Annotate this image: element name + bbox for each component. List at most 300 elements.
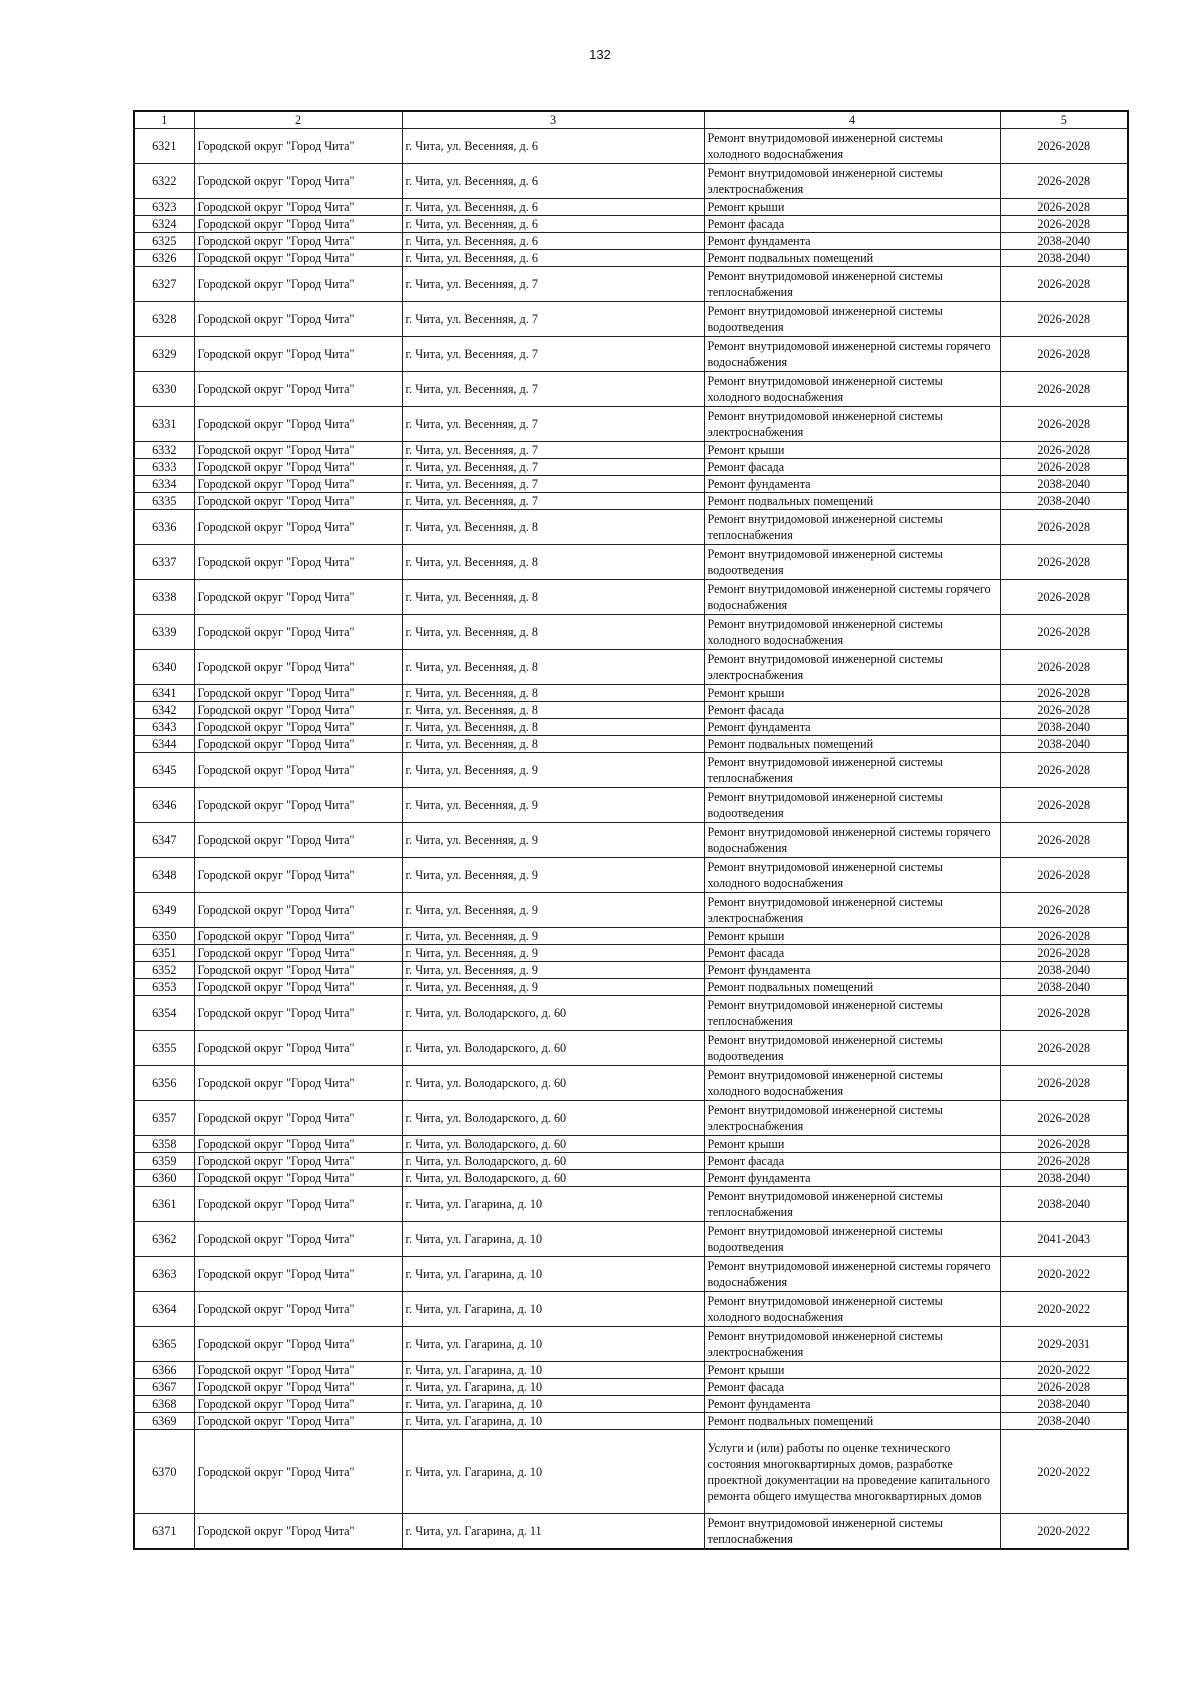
cell-period: 2038-2040 xyxy=(1000,233,1128,250)
table-row xyxy=(134,1327,1128,1362)
cell-work-type: Ремонт крыши xyxy=(704,1362,1000,1379)
cell-municipality: Городской округ "Город Чита" xyxy=(194,928,402,945)
cell-work-type: Ремонт подвальных помещений xyxy=(704,1413,1000,1430)
cell-address: г. Чита, ул. Весенняя, д. 9 xyxy=(402,979,704,996)
table-row xyxy=(134,962,1128,979)
cell-municipality: Городской округ "Город Чита" xyxy=(194,1292,402,1327)
table-row xyxy=(134,476,1128,493)
cell-row-number: 6370 xyxy=(134,1430,194,1514)
cell-row-number: 6360 xyxy=(134,1170,194,1187)
cell-period: 2020-2022 xyxy=(1000,1362,1128,1379)
cell-row-number: 6365 xyxy=(134,1327,194,1362)
cell-address: г. Чита, ул. Весенняя, д. 7 xyxy=(402,267,704,302)
cell-period: 2026-2028 xyxy=(1000,823,1128,858)
cell-address: г. Чита, ул. Весенняя, д. 6 xyxy=(402,216,704,233)
cell-municipality: Городской округ "Город Чита" xyxy=(194,1396,402,1413)
table-row xyxy=(134,615,1128,650)
cell-work-type: Ремонт внутридомовой инженерной системы водоотведения xyxy=(704,1222,1000,1257)
cell-work-type: Ремонт фасада xyxy=(704,1379,1000,1396)
cell-municipality: Городской округ "Город Чита" xyxy=(194,893,402,928)
cell-period: 2026-2028 xyxy=(1000,337,1128,372)
cell-period: 2026-2028 xyxy=(1000,267,1128,302)
cell-municipality: Городской округ "Город Чита" xyxy=(194,250,402,267)
cell-work-type: Ремонт крыши xyxy=(704,685,1000,702)
cell-period: 2026-2028 xyxy=(1000,893,1128,928)
cell-municipality: Городской округ "Город Чита" xyxy=(194,996,402,1031)
cell-period: 2026-2028 xyxy=(1000,216,1128,233)
table-row xyxy=(134,1379,1128,1396)
cell-work-type: Ремонт внутридомовой инженерной системы горячего водоснабжения xyxy=(704,1257,1000,1292)
cell-period: 2026-2028 xyxy=(1000,1379,1128,1396)
cell-address: г. Чита, ул. Весенняя, д. 6 xyxy=(402,129,704,164)
table-row xyxy=(134,407,1128,442)
cell-period: 2020-2022 xyxy=(1000,1430,1128,1514)
cell-municipality: Городской округ "Город Чита" xyxy=(194,164,402,199)
cell-municipality: Городской округ "Город Чита" xyxy=(194,545,402,580)
cell-municipality: Городской округ "Город Чита" xyxy=(194,337,402,372)
cell-address: г. Чита, ул. Весенняя, д. 7 xyxy=(402,459,704,476)
cell-address: г. Чита, ул. Гагарина, д. 10 xyxy=(402,1362,704,1379)
cell-work-type: Ремонт внутридомовой инженерной системы электроснабжения xyxy=(704,1101,1000,1136)
cell-row-number: 6329 xyxy=(134,337,194,372)
cell-row-number: 6363 xyxy=(134,1257,194,1292)
cell-municipality: Городской округ "Город Чита" xyxy=(194,1031,402,1066)
cell-address: г. Чита, ул. Гагарина, д. 10 xyxy=(402,1379,704,1396)
cell-address: г. Чита, ул. Весенняя, д. 8 xyxy=(402,702,704,719)
table-row xyxy=(134,1031,1128,1066)
header-col-3: 3 xyxy=(402,111,704,129)
cell-address: г. Чита, ул. Весенняя, д. 9 xyxy=(402,962,704,979)
cell-work-type: Ремонт внутридомовой инженерной системы электроснабжения xyxy=(704,893,1000,928)
cell-row-number: 6336 xyxy=(134,510,194,545)
cell-work-type: Ремонт подвальных помещений xyxy=(704,736,1000,753)
cell-work-type: Ремонт внутридомовой инженерной системы электроснабжения xyxy=(704,650,1000,685)
cell-address: г. Чита, ул. Володарского, д. 60 xyxy=(402,1031,704,1066)
table-row xyxy=(134,250,1128,267)
cell-period: 2026-2028 xyxy=(1000,788,1128,823)
cell-address: г. Чита, ул. Весенняя, д. 6 xyxy=(402,199,704,216)
table-row xyxy=(134,267,1128,302)
table-row xyxy=(134,753,1128,788)
cell-work-type: Ремонт крыши xyxy=(704,1136,1000,1153)
cell-municipality: Городской округ "Город Чита" xyxy=(194,650,402,685)
cell-row-number: 6366 xyxy=(134,1362,194,1379)
cell-work-type: Ремонт фундамента xyxy=(704,1396,1000,1413)
cell-work-type: Ремонт внутридомовой инженерной системы водоотведения xyxy=(704,545,1000,580)
cell-municipality: Городской округ "Город Чита" xyxy=(194,510,402,545)
cell-row-number: 6323 xyxy=(134,199,194,216)
page-number: 132 xyxy=(589,47,611,62)
cell-municipality: Городской округ "Город Чита" xyxy=(194,1430,402,1514)
cell-address: г. Чита, ул. Володарского, д. 60 xyxy=(402,1066,704,1101)
table-row xyxy=(134,1292,1128,1327)
cell-period: 2026-2028 xyxy=(1000,945,1128,962)
cell-period: 2026-2028 xyxy=(1000,928,1128,945)
cell-work-type: Ремонт подвальных помещений xyxy=(704,979,1000,996)
table-row xyxy=(134,719,1128,736)
cell-work-type: Ремонт внутридомовой инженерной системы водоотведения xyxy=(704,302,1000,337)
cell-municipality: Городской округ "Город Чита" xyxy=(194,1101,402,1136)
table-row xyxy=(134,1066,1128,1101)
cell-address: г. Чита, ул. Весенняя, д. 8 xyxy=(402,650,704,685)
cell-address: г. Чита, ул. Весенняя, д. 9 xyxy=(402,753,704,788)
cell-address: г. Чита, ул. Гагарина, д. 10 xyxy=(402,1222,704,1257)
cell-municipality: Городской округ "Город Чита" xyxy=(194,1153,402,1170)
cell-address: г. Чита, ул. Володарского, д. 60 xyxy=(402,1136,704,1153)
cell-period: 2038-2040 xyxy=(1000,962,1128,979)
cell-period: 2026-2028 xyxy=(1000,1153,1128,1170)
cell-municipality: Городской округ "Город Чита" xyxy=(194,685,402,702)
cell-address: г. Чита, ул. Володарского, д. 60 xyxy=(402,1170,704,1187)
repair-schedule-table xyxy=(133,110,1129,1550)
table-row xyxy=(134,545,1128,580)
table-row xyxy=(134,996,1128,1031)
cell-municipality: Городской округ "Город Чита" xyxy=(194,442,402,459)
cell-work-type: Ремонт внутридомовой инженерной системы холодного водоснабжения xyxy=(704,1292,1000,1327)
cell-period: 2026-2028 xyxy=(1000,1136,1128,1153)
cell-municipality: Городской округ "Город Чита" xyxy=(194,962,402,979)
cell-row-number: 6352 xyxy=(134,962,194,979)
header-col-5: 5 xyxy=(1000,111,1128,129)
cell-period: 2038-2040 xyxy=(1000,736,1128,753)
cell-row-number: 6342 xyxy=(134,702,194,719)
cell-period: 2026-2028 xyxy=(1000,372,1128,407)
header-col-2: 2 xyxy=(194,111,402,129)
cell-municipality: Городской округ "Город Чита" xyxy=(194,702,402,719)
cell-row-number: 6331 xyxy=(134,407,194,442)
table-row xyxy=(134,1187,1128,1222)
cell-work-type: Ремонт внутридомовой инженерной системы теплоснабжения xyxy=(704,1514,1000,1550)
cell-address: г. Чита, ул. Весенняя, д. 8 xyxy=(402,510,704,545)
cell-period: 2026-2028 xyxy=(1000,459,1128,476)
cell-work-type: Ремонт крыши xyxy=(704,199,1000,216)
table-body xyxy=(134,129,1128,1550)
cell-municipality: Городской округ "Город Чита" xyxy=(194,199,402,216)
cell-municipality: Городской округ "Город Чита" xyxy=(194,459,402,476)
cell-municipality: Городской округ "Город Чита" xyxy=(194,823,402,858)
cell-period: 2020-2022 xyxy=(1000,1514,1128,1550)
cell-work-type: Услуги и (или) работы по оценке технического состояния многоквартирных домов, разработке проектной документации на проведение капитального ремонта общего имущества многоквартирных домов xyxy=(704,1430,1000,1514)
cell-row-number: 6330 xyxy=(134,372,194,407)
cell-municipality: Городской округ "Город Чита" xyxy=(194,1379,402,1396)
cell-work-type: Ремонт внутридомовой инженерной системы электроснабжения xyxy=(704,1327,1000,1362)
cell-address: г. Чита, ул. Весенняя, д. 8 xyxy=(402,580,704,615)
cell-address: г. Чита, ул. Весенняя, д. 9 xyxy=(402,945,704,962)
header-col-1: 1 xyxy=(134,111,194,129)
cell-municipality: Городской округ "Город Чита" xyxy=(194,1187,402,1222)
cell-address: г. Чита, ул. Весенняя, д. 7 xyxy=(402,337,704,372)
table-row xyxy=(134,702,1128,719)
cell-period: 2026-2028 xyxy=(1000,753,1128,788)
cell-municipality: Городской округ "Город Чита" xyxy=(194,302,402,337)
cell-work-type: Ремонт подвальных помещений xyxy=(704,493,1000,510)
cell-work-type: Ремонт внутридомовой инженерной системы теплоснабжения xyxy=(704,267,1000,302)
cell-work-type: Ремонт внутридомовой инженерной системы холодного водоснабжения xyxy=(704,129,1000,164)
cell-work-type: Ремонт фундамента xyxy=(704,476,1000,493)
cell-work-type: Ремонт внутридомовой инженерной системы холодного водоснабжения xyxy=(704,858,1000,893)
cell-row-number: 6339 xyxy=(134,615,194,650)
cell-municipality: Городской округ "Город Чита" xyxy=(194,1136,402,1153)
cell-period: 2026-2028 xyxy=(1000,996,1128,1031)
cell-period: 2038-2040 xyxy=(1000,719,1128,736)
cell-municipality: Городской округ "Город Чита" xyxy=(194,407,402,442)
cell-row-number: 6349 xyxy=(134,893,194,928)
cell-row-number: 6325 xyxy=(134,233,194,250)
table-row xyxy=(134,1136,1128,1153)
table-row xyxy=(134,1413,1128,1430)
cell-period: 2038-2040 xyxy=(1000,1396,1128,1413)
cell-municipality: Городской округ "Город Чита" xyxy=(194,233,402,250)
table-row xyxy=(134,650,1128,685)
cell-row-number: 6371 xyxy=(134,1514,194,1550)
cell-row-number: 6326 xyxy=(134,250,194,267)
cell-municipality: Городской округ "Город Чита" xyxy=(194,858,402,893)
cell-period: 2026-2028 xyxy=(1000,510,1128,545)
cell-work-type: Ремонт внутридомовой инженерной системы теплоснабжения xyxy=(704,996,1000,1031)
cell-period: 2041-2043 xyxy=(1000,1222,1128,1257)
table-row xyxy=(134,736,1128,753)
cell-address: г. Чита, ул. Весенняя, д. 8 xyxy=(402,685,704,702)
cell-municipality: Городской округ "Город Чита" xyxy=(194,1514,402,1550)
table-row xyxy=(134,129,1128,164)
cell-period: 2026-2028 xyxy=(1000,442,1128,459)
table-row xyxy=(134,164,1128,199)
cell-row-number: 6328 xyxy=(134,302,194,337)
cell-municipality: Городской округ "Город Чита" xyxy=(194,979,402,996)
cell-row-number: 6322 xyxy=(134,164,194,199)
cell-period: 2026-2028 xyxy=(1000,199,1128,216)
cell-work-type: Ремонт внутридомовой инженерной системы электроснабжения xyxy=(704,164,1000,199)
cell-municipality: Городской округ "Город Чита" xyxy=(194,372,402,407)
cell-municipality: Городской округ "Город Чита" xyxy=(194,129,402,164)
cell-address: г. Чита, ул. Володарского, д. 60 xyxy=(402,1153,704,1170)
cell-work-type: Ремонт фасада xyxy=(704,945,1000,962)
cell-address: г. Чита, ул. Весенняя, д. 7 xyxy=(402,302,704,337)
cell-address: г. Чита, ул. Гагарина, д. 10 xyxy=(402,1396,704,1413)
cell-row-number: 6362 xyxy=(134,1222,194,1257)
cell-row-number: 6348 xyxy=(134,858,194,893)
cell-address: г. Чита, ул. Весенняя, д. 7 xyxy=(402,476,704,493)
cell-address: г. Чита, ул. Весенняя, д. 6 xyxy=(402,250,704,267)
cell-row-number: 6346 xyxy=(134,788,194,823)
cell-work-type: Ремонт фундамента xyxy=(704,719,1000,736)
cell-municipality: Городской округ "Город Чита" xyxy=(194,945,402,962)
table-row xyxy=(134,1222,1128,1257)
cell-row-number: 6353 xyxy=(134,979,194,996)
cell-row-number: 6364 xyxy=(134,1292,194,1327)
cell-row-number: 6324 xyxy=(134,216,194,233)
cell-period: 2026-2028 xyxy=(1000,650,1128,685)
cell-work-type: Ремонт крыши xyxy=(704,442,1000,459)
cell-address: г. Чита, ул. Весенняя, д. 8 xyxy=(402,615,704,650)
cell-row-number: 6357 xyxy=(134,1101,194,1136)
cell-address: г. Чита, ул. Весенняя, д. 7 xyxy=(402,493,704,510)
cell-row-number: 6345 xyxy=(134,753,194,788)
cell-row-number: 6327 xyxy=(134,267,194,302)
cell-work-type: Ремонт внутридомовой инженерной системы холодного водоснабжения xyxy=(704,615,1000,650)
cell-row-number: 6361 xyxy=(134,1187,194,1222)
table-row xyxy=(134,459,1128,476)
table-row xyxy=(134,1257,1128,1292)
cell-municipality: Городской округ "Город Чита" xyxy=(194,736,402,753)
cell-municipality: Городской округ "Город Чита" xyxy=(194,1327,402,1362)
table-row xyxy=(134,199,1128,216)
cell-period: 2038-2040 xyxy=(1000,1187,1128,1222)
table-row xyxy=(134,1430,1128,1514)
cell-municipality: Городской округ "Город Чита" xyxy=(194,1413,402,1430)
table-row xyxy=(134,493,1128,510)
cell-address: г. Чита, ул. Володарского, д. 60 xyxy=(402,1101,704,1136)
cell-work-type: Ремонт фасада xyxy=(704,459,1000,476)
cell-work-type: Ремонт фундамента xyxy=(704,962,1000,979)
cell-period: 2026-2028 xyxy=(1000,615,1128,650)
cell-municipality: Городской округ "Город Чита" xyxy=(194,719,402,736)
cell-work-type: Ремонт внутридомовой инженерной системы водоотведения xyxy=(704,788,1000,823)
cell-row-number: 6359 xyxy=(134,1153,194,1170)
cell-row-number: 6355 xyxy=(134,1031,194,1066)
cell-period: 2026-2028 xyxy=(1000,129,1128,164)
cell-period: 2038-2040 xyxy=(1000,476,1128,493)
cell-address: г. Чита, ул. Весенняя, д. 9 xyxy=(402,893,704,928)
cell-address: г. Чита, ул. Гагарина, д. 10 xyxy=(402,1413,704,1430)
cell-row-number: 6335 xyxy=(134,493,194,510)
cell-period: 2026-2028 xyxy=(1000,1066,1128,1101)
cell-row-number: 6347 xyxy=(134,823,194,858)
cell-work-type: Ремонт внутридомовой инженерной системы холодного водоснабжения xyxy=(704,372,1000,407)
cell-work-type: Ремонт крыши xyxy=(704,928,1000,945)
cell-period: 2038-2040 xyxy=(1000,493,1128,510)
cell-work-type: Ремонт фасада xyxy=(704,702,1000,719)
cell-address: г. Чита, ул. Весенняя, д. 9 xyxy=(402,928,704,945)
cell-municipality: Городской округ "Город Чита" xyxy=(194,580,402,615)
cell-row-number: 6356 xyxy=(134,1066,194,1101)
table-row xyxy=(134,337,1128,372)
cell-work-type: Ремонт внутридомовой инженерной системы холодного водоснабжения xyxy=(704,1066,1000,1101)
cell-municipality: Городской округ "Город Чита" xyxy=(194,216,402,233)
table-row xyxy=(134,233,1128,250)
cell-row-number: 6340 xyxy=(134,650,194,685)
cell-address: г. Чита, ул. Весенняя, д. 8 xyxy=(402,736,704,753)
cell-municipality: Городской округ "Город Чита" xyxy=(194,753,402,788)
table-row xyxy=(134,788,1128,823)
cell-work-type: Ремонт подвальных помещений xyxy=(704,250,1000,267)
cell-period: 2026-2028 xyxy=(1000,580,1128,615)
table-row xyxy=(134,685,1128,702)
cell-municipality: Городской округ "Город Чита" xyxy=(194,1170,402,1187)
cell-period: 2038-2040 xyxy=(1000,250,1128,267)
cell-period: 2038-2040 xyxy=(1000,979,1128,996)
cell-row-number: 6358 xyxy=(134,1136,194,1153)
cell-address: г. Чита, ул. Весенняя, д. 9 xyxy=(402,788,704,823)
cell-row-number: 6341 xyxy=(134,685,194,702)
cell-address: г. Чита, ул. Весенняя, д. 8 xyxy=(402,545,704,580)
cell-work-type: Ремонт внутридомовой инженерной системы горячего водоснабжения xyxy=(704,823,1000,858)
cell-work-type: Ремонт фасада xyxy=(704,1153,1000,1170)
table-row xyxy=(134,1396,1128,1413)
cell-address: г. Чита, ул. Гагарина, д. 10 xyxy=(402,1430,704,1514)
cell-work-type: Ремонт внутридомовой инженерной системы теплоснабжения xyxy=(704,753,1000,788)
table-row xyxy=(134,510,1128,545)
cell-row-number: 6338 xyxy=(134,580,194,615)
table-row xyxy=(134,1362,1128,1379)
cell-address: г. Чита, ул. Володарского, д. 60 xyxy=(402,996,704,1031)
cell-row-number: 6354 xyxy=(134,996,194,1031)
table-row xyxy=(134,893,1128,928)
table-row xyxy=(134,858,1128,893)
cell-address: г. Чита, ул. Гагарина, д. 11 xyxy=(402,1514,704,1550)
cell-address: г. Чита, ул. Гагарина, д. 10 xyxy=(402,1292,704,1327)
cell-row-number: 6350 xyxy=(134,928,194,945)
header-col-4: 4 xyxy=(704,111,1000,129)
table-row xyxy=(134,1101,1128,1136)
cell-period: 2038-2040 xyxy=(1000,1413,1128,1430)
cell-row-number: 6321 xyxy=(134,129,194,164)
cell-municipality: Городской округ "Город Чита" xyxy=(194,1066,402,1101)
header-row xyxy=(134,111,1128,129)
cell-period: 2026-2028 xyxy=(1000,702,1128,719)
cell-row-number: 6343 xyxy=(134,719,194,736)
cell-period: 2020-2022 xyxy=(1000,1292,1128,1327)
cell-work-type: Ремонт фасада xyxy=(704,216,1000,233)
table-row xyxy=(134,945,1128,962)
table-row xyxy=(134,823,1128,858)
cell-address: г. Чита, ул. Весенняя, д. 7 xyxy=(402,407,704,442)
cell-address: г. Чита, ул. Гагарина, д. 10 xyxy=(402,1257,704,1292)
cell-address: г. Чита, ул. Весенняя, д. 6 xyxy=(402,164,704,199)
cell-period: 2026-2028 xyxy=(1000,302,1128,337)
cell-period: 2026-2028 xyxy=(1000,1031,1128,1066)
cell-work-type: Ремонт внутридомовой инженерной системы теплоснабжения xyxy=(704,510,1000,545)
cell-municipality: Городской округ "Город Чита" xyxy=(194,1257,402,1292)
cell-address: г. Чита, ул. Гагарина, д. 10 xyxy=(402,1327,704,1362)
cell-row-number: 6369 xyxy=(134,1413,194,1430)
cell-work-type: Ремонт внутридомовой инженерной системы горячего водоснабжения xyxy=(704,337,1000,372)
cell-period: 2020-2022 xyxy=(1000,1257,1128,1292)
cell-row-number: 6367 xyxy=(134,1379,194,1396)
cell-period: 2026-2028 xyxy=(1000,858,1128,893)
cell-period: 2029-2031 xyxy=(1000,1327,1128,1362)
table-row xyxy=(134,979,1128,996)
cell-work-type: Ремонт внутридомовой инженерной системы водоотведения xyxy=(704,1031,1000,1066)
table-row xyxy=(134,372,1128,407)
cell-work-type: Ремонт фундамента xyxy=(704,233,1000,250)
cell-address: г. Чита, ул. Весенняя, д. 9 xyxy=(402,858,704,893)
cell-municipality: Городской округ "Город Чита" xyxy=(194,615,402,650)
cell-period: 2026-2028 xyxy=(1000,1101,1128,1136)
cell-row-number: 6337 xyxy=(134,545,194,580)
cell-work-type: Ремонт внутридомовой инженерной системы электроснабжения xyxy=(704,407,1000,442)
cell-period: 2026-2028 xyxy=(1000,545,1128,580)
cell-address: г. Чита, ул. Весенняя, д. 7 xyxy=(402,442,704,459)
cell-address: г. Чита, ул. Весенняя, д. 9 xyxy=(402,823,704,858)
cell-row-number: 6333 xyxy=(134,459,194,476)
cell-address: г. Чита, ул. Весенняя, д. 7 xyxy=(402,372,704,407)
cell-municipality: Городской округ "Город Чита" xyxy=(194,493,402,510)
cell-municipality: Городской округ "Город Чита" xyxy=(194,788,402,823)
table-row xyxy=(134,302,1128,337)
cell-row-number: 6334 xyxy=(134,476,194,493)
cell-period: 2026-2028 xyxy=(1000,407,1128,442)
cell-municipality: Городской округ "Город Чита" xyxy=(194,1362,402,1379)
table-row xyxy=(134,928,1128,945)
table-row xyxy=(134,580,1128,615)
table-row xyxy=(134,442,1128,459)
cell-address: г. Чита, ул. Весенняя, д. 8 xyxy=(402,719,704,736)
cell-address: г. Чита, ул. Гагарина, д. 10 xyxy=(402,1187,704,1222)
cell-work-type: Ремонт внутридомовой инженерной системы горячего водоснабжения xyxy=(704,580,1000,615)
cell-period: 2026-2028 xyxy=(1000,685,1128,702)
cell-municipality: Городской округ "Город Чита" xyxy=(194,1222,402,1257)
